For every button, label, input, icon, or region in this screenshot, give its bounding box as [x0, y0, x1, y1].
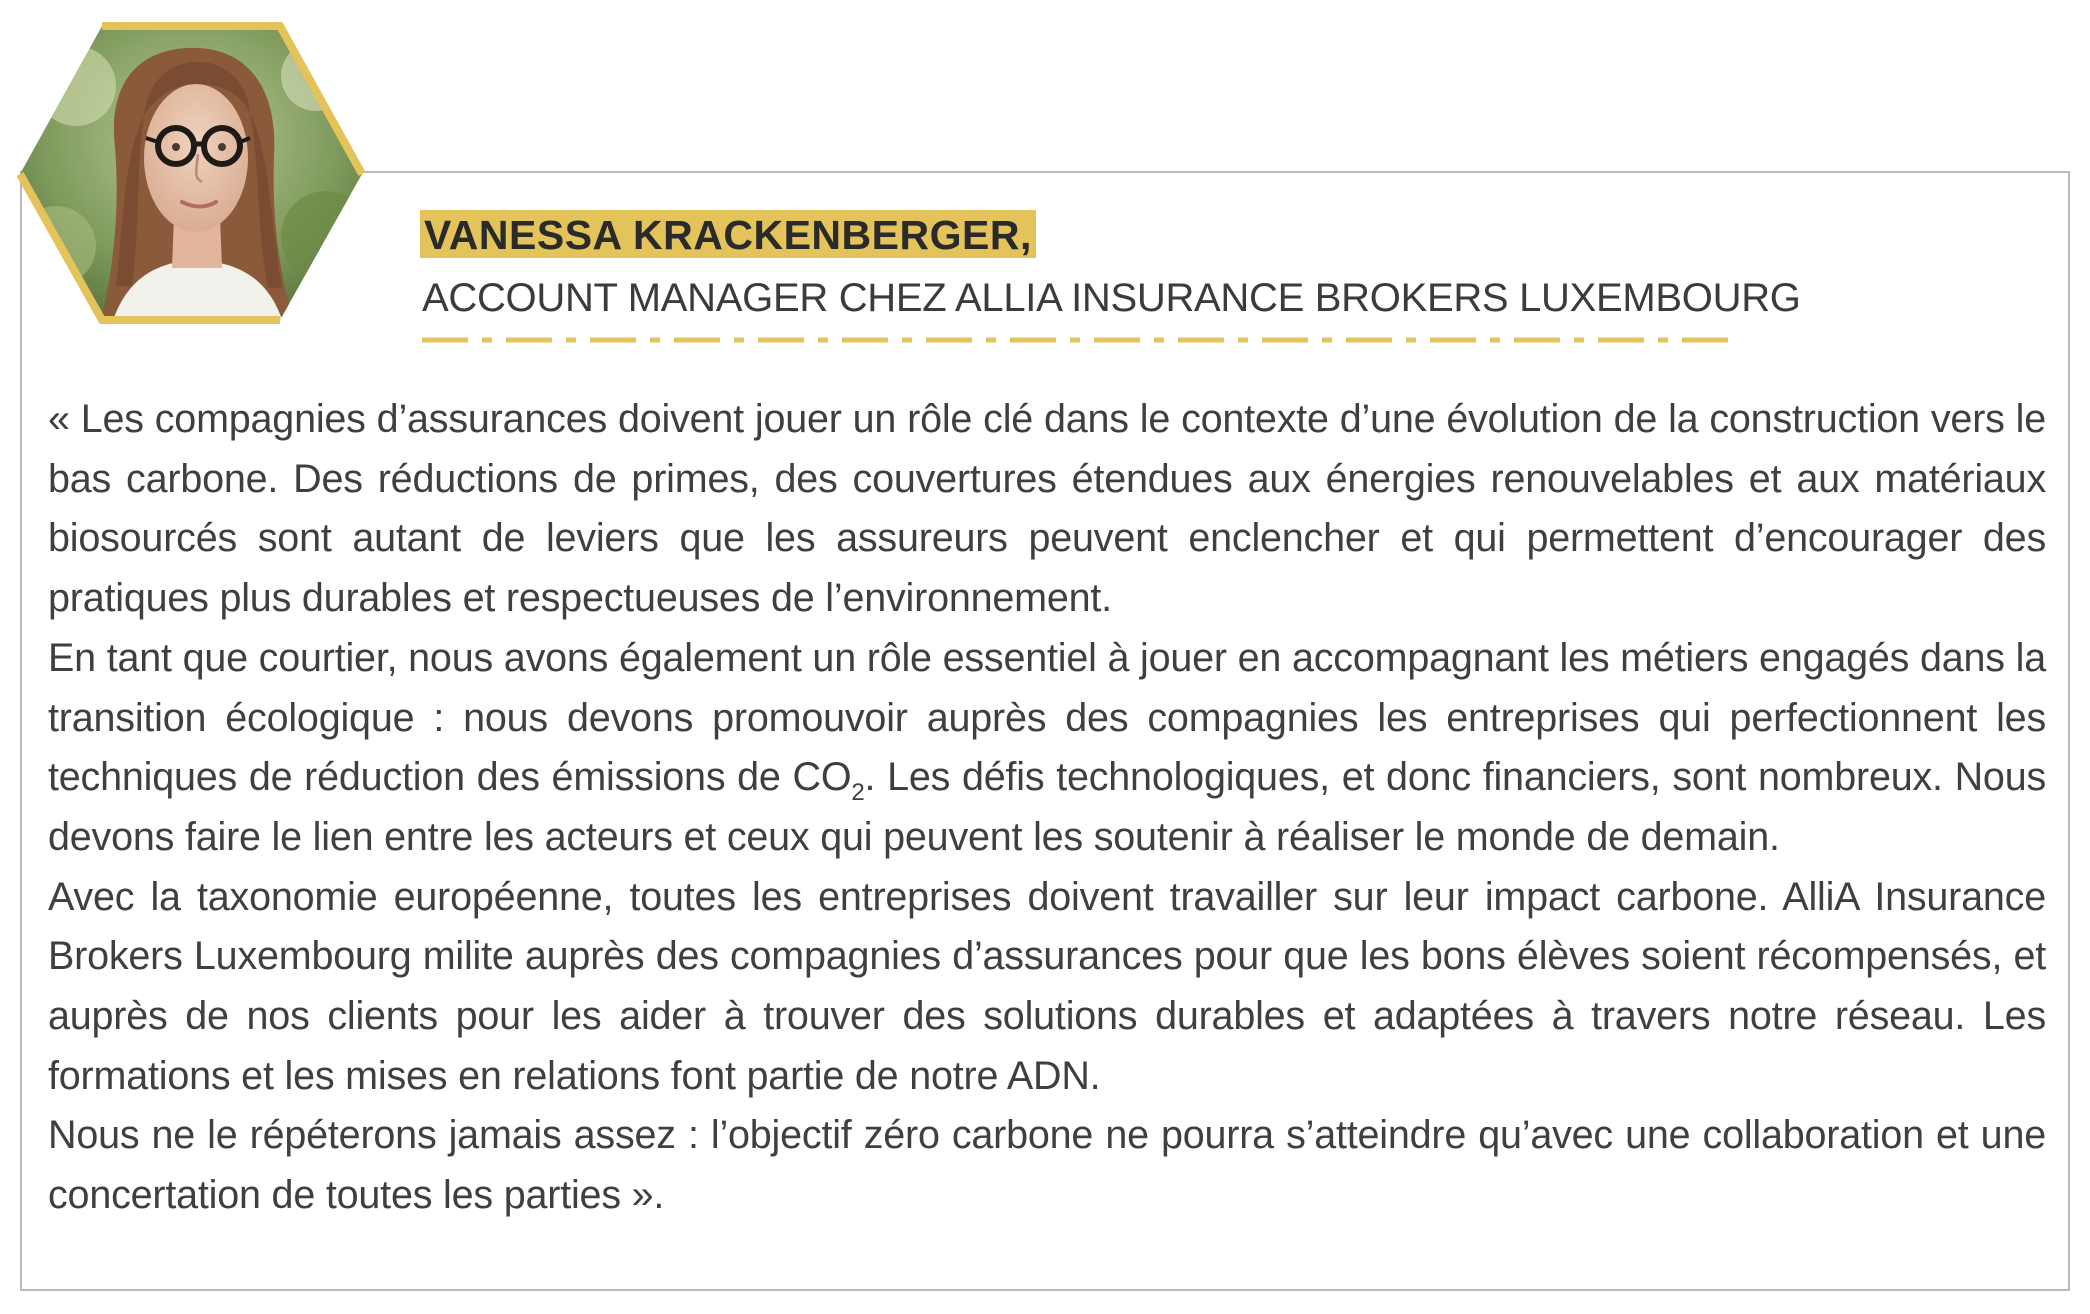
person-role-title: ACCOUNT MANAGER CHEZ ALLIA INSURANCE BROKERS LUXEMBOURG: [422, 276, 1801, 320]
quote-paragraph-4: Nous ne le répéterons jamais assez : l’objectif zéro carbone ne pourra s’atteindre qu’avec une collaboration et une concertation de toutes les parties ».: [48, 1113, 2046, 1218]
quote-text-block: [48, 390, 2046, 1226]
co2-subscript: 2: [851, 779, 865, 807]
quote-paragraph-2-part-1: En tant que courtier, nous avons également un rôle essentiel à jouer en accompagnant les métiers engagés dans la transition écologique : nous devons promouvoir auprès des compagnies les entreprises qui perfectionnent les techniques de réduction des émissions de CO: [48, 635, 2046, 800]
quote-paragraph-1: « Les compagnies d’assurances doivent jouer un rôle clé dans le contexte d’une évolution de la construction vers le bas carbone. Des réductions de primes, des couvertures étendues aux énergies renouvelables et aux matériaux biosourcés sont autant de leviers que les assureurs peuvent enclencher et qui permettent d’encourager des pratiques plus durables et respectueuses de l’environnement.: [48, 397, 2046, 621]
portrait-photo-icon: [16, 16, 366, 326]
quote-paragraph-3: Avec la taxonomie européenne, toutes les entreprises doivent travailler sur leur impact carbone. AlliA Insurance Brokers Luxembourg milite auprès des compagnies d’assurances pour que les bons élèves soient récompensés, et auprès de nos clients pour les aider à trouver des solutions durables et adaptées à travers notre réseau. Les formations et les mises en relations font partie de notre ADN.: [48, 874, 2046, 1098]
quote-paragraph-2: [48, 629, 2046, 868]
dashed-divider: [422, 336, 1728, 344]
person-name-highlight: VANESSA KRACKENBERGER,: [420, 210, 1036, 258]
quote-paragraph-2-part-2: . Les défis technologiques, et donc financiers, sont nombreux. Nous devons faire le lien entre les acteurs et ceux qui peuvent les soutenir à réaliser le monde de demain.: [48, 755, 2047, 859]
person-name-heading: [420, 212, 1036, 259]
